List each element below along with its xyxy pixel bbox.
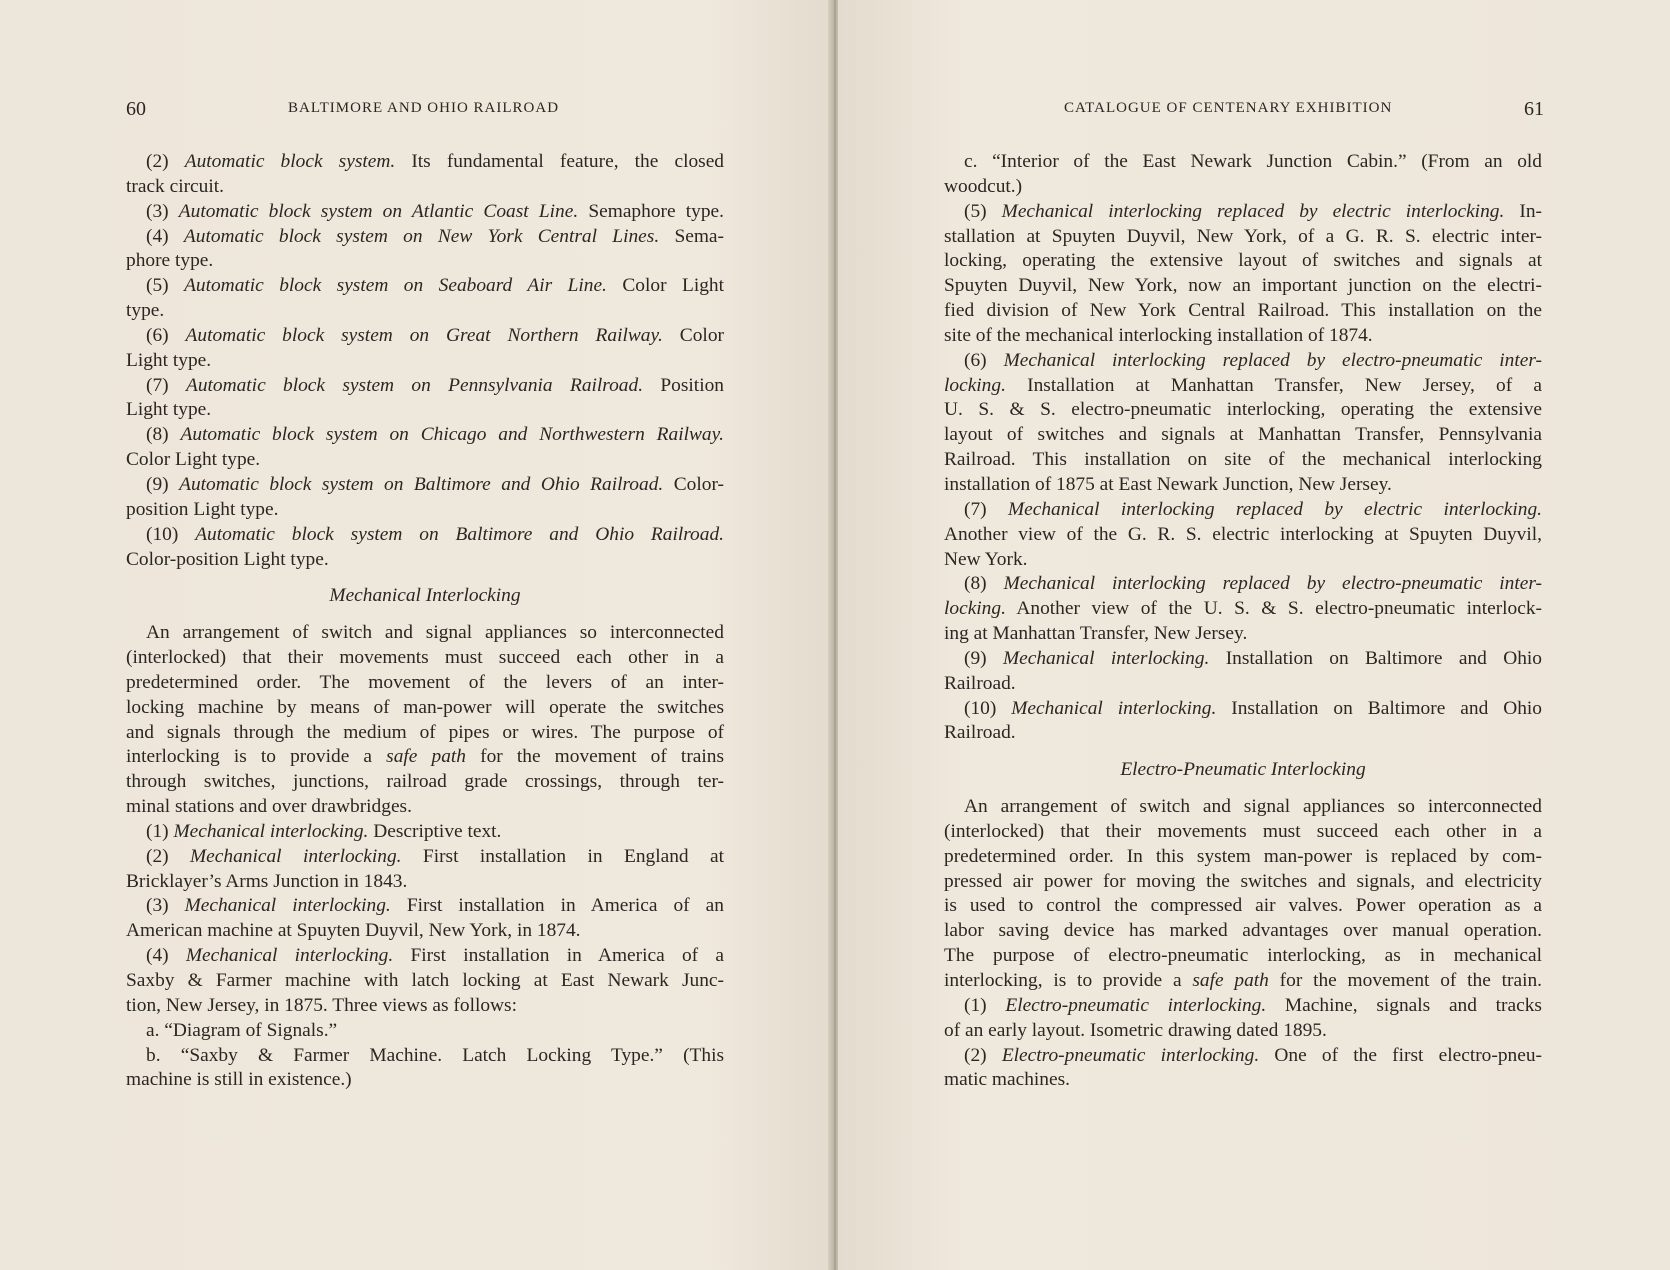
text-line: [126, 820, 724, 845]
text-line: [944, 597, 1542, 622]
italic-text: Mechanical interlocking replaced by electric interlocking.: [1007, 498, 1542, 520]
text-line: [126, 1044, 724, 1069]
text-run: machine is still in existence.): [126, 1069, 352, 1091]
italic-text: safe path: [1192, 970, 1269, 991]
text-run: matic machines.: [944, 1069, 1070, 1091]
text-line: [944, 274, 1542, 299]
text-run: site of the mechanical interlocking installation of 1874.: [944, 324, 1373, 346]
italic-text: Automatic block system on Atlantic Coast Line.: [178, 200, 579, 222]
text-line: [944, 820, 1542, 845]
text-run: (10): [964, 697, 1012, 719]
text-run: (3): [146, 200, 179, 222]
text-line: [126, 696, 724, 721]
text-line: [944, 672, 1542, 697]
text-run: Machine, signals and tracks: [1266, 994, 1542, 1016]
text-line: [944, 697, 1542, 722]
italic-text: Mechanical interlocking.: [1011, 697, 1217, 719]
italic-text: Mechanical interlocking replaced by electro-pneumatic inter-: [1003, 349, 1542, 371]
text-run: (5): [964, 200, 1002, 222]
text-line: [944, 944, 1542, 969]
text-line: [126, 498, 724, 523]
text-line: [944, 548, 1542, 573]
running-head: BALTIMORE AND OHIO RAILROAD: [288, 100, 560, 116]
text-run: (4): [146, 225, 184, 247]
text-line: [126, 870, 724, 895]
text-run: tion, New Jersey, in 1875. Three views as follows:: [126, 994, 517, 1016]
text-line: [126, 994, 724, 1019]
text-line: [126, 795, 724, 820]
section-heading: [944, 758, 1542, 783]
text-run: (8): [146, 424, 181, 446]
page-body: [944, 150, 1542, 1093]
text-run: for the movement of the train.: [1268, 970, 1542, 991]
text-line: [944, 299, 1542, 324]
text-run: (7): [146, 374, 186, 396]
left-page: [0, 0, 832, 1270]
text-run: Color: [662, 324, 724, 346]
text-run: Railroad. This installation on site of the mechanical interlocking: [944, 449, 1542, 471]
page-number: 60: [126, 98, 146, 120]
text-line: [126, 944, 724, 969]
text-run: Installation on Baltimore and Ohio: [1216, 697, 1543, 719]
text-run: (1): [146, 820, 174, 842]
right-page: [838, 0, 1670, 1270]
text-run: stallation at Spuyten Duyvil, New York, of a G. R. S. electric inter-: [944, 225, 1542, 247]
italic-text: Automatic block system on Baltimore and Ohio Railroad.: [179, 473, 664, 495]
italic-text: Mechanical interlocking.: [185, 945, 394, 967]
text-line: [126, 770, 724, 795]
text-line: [126, 423, 724, 448]
text-run: Descriptive text.: [368, 820, 502, 842]
text-run: (2): [146, 151, 185, 172]
text-run: Mechanical Interlocking: [329, 585, 521, 607]
text-run: Light type.: [126, 399, 212, 421]
spacer: [944, 783, 1542, 795]
text-line: [126, 324, 724, 349]
text-line: [126, 200, 724, 225]
text-run: pressed air power for moving the switches and signals, and electricity: [944, 870, 1542, 892]
text-line: [126, 249, 724, 274]
text-run: (2): [146, 845, 191, 867]
text-run: An arrangement of switch and signal appliances so interconnected: [964, 796, 1542, 818]
text-line: [944, 845, 1542, 870]
text-line: [944, 572, 1542, 597]
text-run: and signals through the medium of pipes or wires. The purpose of: [126, 721, 724, 743]
italic-text: Automatic block system.: [184, 151, 396, 172]
section-heading: [126, 584, 724, 609]
text-line: [126, 621, 724, 646]
text-run: (10): [146, 523, 196, 545]
text-line: [944, 498, 1542, 523]
text-line: [126, 299, 724, 324]
text-line: [126, 274, 724, 299]
text-run: The purpose of electro-pneumatic interlocking, as in mechanical: [944, 945, 1542, 967]
text-line: [944, 200, 1542, 225]
text-run: (1): [964, 994, 1006, 1016]
text-line: [944, 225, 1542, 250]
text-line: [944, 324, 1542, 349]
text-run: (3): [146, 895, 185, 917]
italic-text: Automatic block system on Baltimore and Ohio Railroad.: [195, 523, 724, 545]
text-run: (5): [146, 275, 185, 297]
text-run: Position: [643, 374, 724, 396]
text-line: [944, 894, 1542, 919]
text-run: locking, operating the extensive layout of switches and signals at: [944, 250, 1542, 272]
text-line: [944, 1044, 1542, 1069]
text-run: American machine at Spuyten Duyvil, New York, in 1874.: [126, 920, 581, 942]
italic-text: Automatic block system on Chicago and Northwestern Railway.: [180, 424, 724, 446]
text-run: c. “Interior of the East Newark Junction Cabin.” (From an old: [964, 151, 1542, 172]
text-run: First installation in England at: [401, 845, 724, 867]
text-line: [126, 548, 724, 573]
text-run: Color-position Light type.: [126, 548, 329, 570]
text-run: fied division of New York Central Railroad. This installation on the: [944, 300, 1542, 322]
text-line: [126, 349, 724, 374]
text-run: a. “Diagram of Signals.”: [146, 1019, 338, 1041]
text-run: interlocking is to provide a: [126, 746, 387, 768]
text-line: [944, 374, 1542, 399]
text-run: (2): [964, 1044, 1002, 1066]
text-run: Color Light type.: [126, 449, 261, 471]
text-run: Installation on Baltimore and Ohio: [1209, 647, 1542, 669]
text-run: Electro-Pneumatic Interlocking: [1120, 759, 1366, 781]
text-line: [126, 398, 724, 423]
text-line: [126, 523, 724, 548]
text-line: [126, 745, 724, 770]
text-run: woodcut.): [944, 175, 1023, 197]
text-run: ing at Manhattan Transfer, New Jersey.: [944, 623, 1248, 645]
text-run: (8): [964, 573, 1004, 595]
text-run: track circuit.: [126, 175, 224, 197]
text-run: is used to control the compressed air valves. Power operation as a: [944, 895, 1542, 917]
italic-text: Electro-pneumatic interlocking.: [1005, 994, 1267, 1016]
text-run: position Light type.: [126, 498, 279, 520]
text-run: Railroad.: [944, 672, 1016, 694]
text-line: [126, 646, 724, 671]
text-run: installation of 1875 at East Newark Junction, New Jersey.: [944, 473, 1392, 495]
text-run: Railroad.: [944, 722, 1016, 744]
text-line: [944, 795, 1542, 820]
text-line: [126, 1068, 724, 1093]
text-run: Its fundamental feature, the closed: [395, 151, 725, 172]
text-run: b. “Saxby & Farmer Machine. Latch Locking Type.” (This: [146, 1044, 724, 1066]
text-run: One of the first electro-pneu-: [1259, 1044, 1542, 1066]
text-run: Spuyten Duyvil, New York, now an important junction on the electri-: [944, 275, 1542, 297]
text-run: New York.: [944, 548, 1028, 570]
italic-text: Mechanical interlocking replaced by electric interlocking.: [1001, 200, 1505, 222]
text-run: Another view of the G. R. S. electric interlocking at Spuyten Duyvil,: [944, 523, 1542, 545]
text-run: of an early layout. Isometric drawing dated 1895.: [944, 1019, 1327, 1041]
text-line: [944, 398, 1542, 423]
italic-text: Automatic block system on New York Central Lines.: [183, 225, 660, 247]
text-run: First installation in America of a: [393, 945, 724, 967]
text-run: Light type.: [126, 349, 212, 371]
text-run: labor saving device has marked advantages over manual operation.: [944, 920, 1542, 942]
text-run: An arrangement of switch and signal appliances so interconnected: [146, 622, 724, 644]
text-line: [944, 349, 1542, 374]
text-run: Another view of the U. S. & S. electro-pneumatic interlock-: [1005, 598, 1542, 620]
text-line: [126, 150, 724, 175]
text-line: [944, 175, 1542, 200]
text-run: Color-: [663, 473, 724, 495]
text-line: [944, 721, 1542, 746]
text-run: Semaphore type.: [578, 200, 724, 222]
text-line: [126, 448, 724, 473]
text-line: [944, 150, 1542, 175]
text-line: [944, 919, 1542, 944]
text-run: through switches, junctions, railroad grade crossings, through ter-: [126, 771, 724, 793]
text-run: Bricklayer’s Arms Junction in 1843.: [126, 870, 408, 892]
text-run: (4): [146, 945, 186, 967]
text-run: First installation in America of an: [390, 895, 724, 917]
italic-text: locking.: [944, 598, 1006, 620]
text-line: [126, 473, 724, 498]
italic-text: Automatic block system on Great Northern Railway.: [185, 324, 663, 346]
text-run: locking machine by means of man-power will operate the switches: [126, 696, 724, 718]
text-line: [126, 894, 724, 919]
text-line: [944, 870, 1542, 895]
text-line: [944, 249, 1542, 274]
text-run: (interlocked) that their movements must succeed each other in a: [126, 647, 724, 669]
text-line: [126, 845, 724, 870]
text-line: [126, 175, 724, 200]
text-run: (9): [964, 647, 1003, 669]
italic-text: Mechanical interlocking replaced by electro-pneumatic inter-: [1003, 573, 1542, 595]
italic-text: Mechanical interlocking.: [190, 845, 402, 867]
text-line: [126, 671, 724, 696]
text-line: [944, 423, 1542, 448]
text-run: minal stations and over drawbridges.: [126, 796, 412, 818]
italic-text: Mechanical interlocking.: [173, 820, 369, 842]
italic-text: Mechanical interlocking.: [1002, 647, 1210, 669]
text-run: In-: [1504, 200, 1542, 222]
running-head: CATALOGUE OF CENTENARY EXHIBITION: [1064, 100, 1393, 116]
text-line: [126, 721, 724, 746]
text-run: (9): [146, 473, 180, 495]
text-line: [944, 969, 1542, 994]
text-line: [944, 473, 1542, 498]
text-run: for the movement of trains: [466, 746, 725, 768]
text-run: (interlocked) that their movements must succeed each other in a: [944, 820, 1542, 842]
text-line: [126, 1019, 724, 1044]
text-run: Sema-: [659, 225, 724, 247]
text-line: [944, 448, 1542, 473]
text-run: phore type.: [126, 250, 214, 272]
text-run: (6): [964, 349, 1004, 371]
text-run: Installation at Manhattan Transfer, New Jersey, of a: [1005, 374, 1542, 396]
spacer: [126, 572, 724, 584]
text-line: [126, 919, 724, 944]
spacer: [944, 746, 1542, 758]
text-run: Saxby & Farmer machine with latch locking at East Newark Junc-: [126, 970, 724, 991]
text-line: [944, 647, 1542, 672]
page-body: [126, 150, 724, 1093]
spacer: [126, 609, 724, 621]
text-line: [126, 374, 724, 399]
text-run: type.: [126, 300, 165, 322]
text-run: (7): [964, 498, 1008, 520]
text-line: [944, 523, 1542, 548]
text-run: predetermined order. In this system man-power is replaced by com-: [944, 845, 1542, 867]
text-line: [944, 994, 1542, 1019]
text-line: [126, 969, 724, 994]
text-run: layout of switches and signals at Manhattan Transfer, Pennsylvania: [944, 424, 1542, 446]
italic-text: Automatic block system on Pennsylvania Railroad.: [185, 374, 644, 396]
italic-text: Mechanical interlocking.: [184, 895, 391, 917]
text-run: interlocking, is to provide a: [944, 970, 1193, 991]
page-number: 61: [1524, 98, 1544, 120]
italic-text: Automatic block system on Seaboard Air Line.: [184, 275, 607, 297]
text-run: predetermined order. The movement of the levers of an inter-: [126, 671, 724, 693]
text-line: [944, 622, 1542, 647]
text-line: [944, 1019, 1542, 1044]
text-line: [126, 225, 724, 250]
italic-text: locking.: [944, 374, 1006, 396]
italic-text: Electro-pneumatic interlocking.: [1001, 1044, 1260, 1066]
text-line: [944, 1068, 1542, 1093]
text-run: U. S. & S. electro-pneumatic interlocking, operating the extensive: [944, 399, 1542, 421]
italic-text: safe path: [386, 746, 467, 768]
text-run: (6): [146, 324, 186, 346]
text-run: Color Light: [606, 275, 724, 297]
